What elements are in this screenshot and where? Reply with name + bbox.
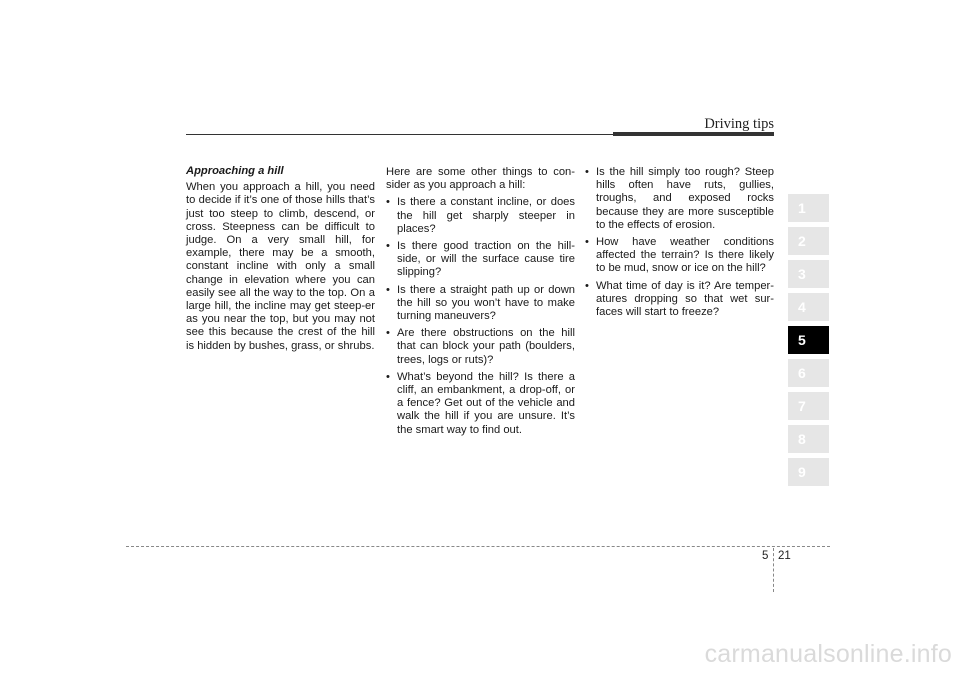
chapter-tab-1[interactable]: 1 [788,194,829,222]
column-2 [386,166,575,437]
body-paragraph: When you approach a hill, you need to decide if it’s one of those hills that’s just too steep to climb, descend, or cross. Steepness can be difficult to judge. On a very small hill, for example, there may be a smooth, constant incline with only a small change in elevation where you can easily see all the way to the top. On a large hill, the incline may get steep-er as you near the top, but you may not see this because the crest of the hill is hidden by bushes, grass, or shrubs. [186,181,375,352]
checklist-continued [585,166,774,319]
chapter-tab-6[interactable]: 6 [788,359,829,387]
footer-chapter-number: 5 [762,550,769,562]
list-item: • Is there good traction on the hill-side, or will the surface cause tire slipping? [386,240,575,280]
header-rule-accent [613,132,774,136]
chapter-tab-5[interactable]: 5 [788,326,829,354]
footer-dashed-rule [126,546,830,547]
checklist [386,196,575,436]
list-item: • Is there a straight path up or down the hill so you won’t have to make turning maneuvers? [386,284,575,324]
list-item: • What time of day is it? Are temper-atures dropping so that wet sur-faces will start to freeze? [585,280,774,320]
section-heading: Approaching a hill [186,165,284,177]
list-item: • Is the hill simply too rough? Steep hills often have ruts, gullies, troughs, and exposed rocks because they are more susceptible to the effects of erosion. [585,166,774,232]
list-item: • Is there a constant incline, or does the hill get sharply steeper in places? [386,196,575,236]
footer-page-number: 21 [778,550,791,562]
list-item: • How have weather conditions affected the terrain? Is there likely to be mud, snow or ice on the hill? [585,236,774,276]
column-1 [186,165,375,353]
list-item: • Are there obstructions on the hill that can block your path (boulders, trees, logs or ruts)? [386,327,575,367]
column-3 [585,166,774,319]
footer-dashed-divider [773,548,774,592]
chapter-tab-3[interactable]: 3 [788,260,829,288]
intro-paragraph: Here are some other things to con-sider as you approach a hill: [386,166,575,192]
chapter-tabs [788,194,829,491]
chapter-tab-7[interactable]: 7 [788,392,829,420]
chapter-tab-9[interactable]: 9 [788,458,829,486]
chapter-tab-8[interactable]: 8 [788,425,829,453]
chapter-tab-2[interactable]: 2 [788,227,829,255]
list-item: • What’s beyond the hill? Is there a cliff, an embankment, a drop-off, or a fence? Get out of the vehicle and walk the hill if you are unsure. It’s the smart way to find out. [386,371,575,437]
header-title: Driving tips [704,116,774,132]
watermark: carmanualsonline.info [704,640,952,668]
chapter-tab-4[interactable]: 4 [788,293,829,321]
